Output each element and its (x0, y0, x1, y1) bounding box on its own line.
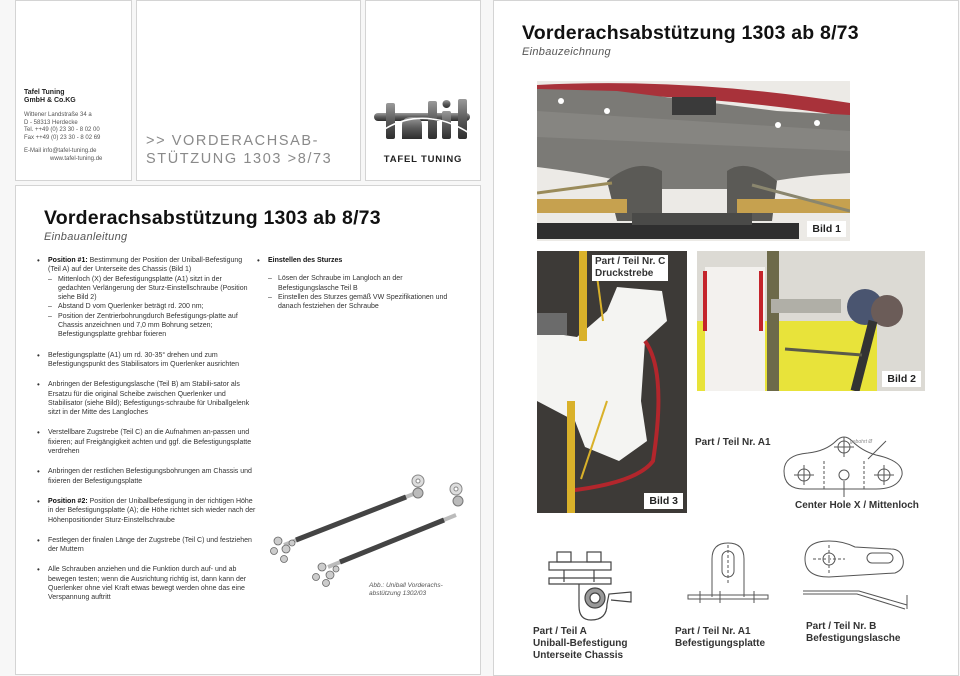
email-address[interactable]: E-Mail info@tafel-tuning.de (24, 148, 97, 155)
logo-panel (365, 0, 481, 181)
chassis-photo (537, 81, 850, 241)
instruction-item (34, 565, 256, 602)
instruction-text: Verstellbare Zugstrebe (Teil C) an die Aufnahmen an-passen und fixieren; auf Freigängigkeit achten und ggf. die Befestigungsplatte verdrehen (48, 429, 252, 456)
part-a-line-2: Uniball-Befestigung (533, 638, 628, 649)
part-a1-line-1: Part / Teil Nr. A1 (675, 626, 751, 637)
instruction-text: Bestimmung der Position der Uniball-Befestigung (Teil A) auf der Unterseite des Chassis (Bild 1) (48, 257, 243, 274)
instruction-item (34, 351, 256, 370)
fax-number: Fax ++49 (0) 23 30 - 8 02 69 (24, 134, 101, 141)
part-a-label (533, 626, 627, 662)
bild-2-label: Bild 2 (882, 371, 921, 387)
address-city: D - 58313 Herdecke (24, 119, 78, 126)
mounting-plate-side-drawing (684, 541, 774, 611)
instruction-text: Position der Uniballbefestigung in der richtigen Höhe in der Befestigungsplatte (A); die Höhe richtet sich wieder nach der Höhenpositionder Sturz-Einstellschraube (48, 497, 256, 524)
instruction-text: Festlegen der finalen Länge der Zugstrebe (Teil C) und festziehen der Muttern (48, 536, 252, 554)
strut-install-photo (537, 251, 687, 513)
photo-caption-line-2: abstützung 1302/03 (369, 590, 427, 597)
instructions-page (15, 185, 481, 675)
address-street: Wittener Landstraße 34 a (24, 112, 92, 118)
instructions-title: Vorderachsabstützung 1303 ab 8/73 (44, 207, 381, 229)
banner-title (146, 132, 332, 168)
part-b-label (806, 621, 900, 645)
photo-caption (369, 582, 443, 598)
instruction-subitem: – Abstand D vom Querlenker beträgt rd. 200 nm; (48, 302, 256, 311)
instruction-item (34, 428, 256, 456)
instruction-text: Anbringen der restlichen Befestigungsbohrungen am Chassis und fixieren der Befestigungsplatte (48, 468, 252, 485)
dimension-note: gebohrt Ø (850, 439, 873, 445)
camber-subitem: – Einstellen des Sturzes gemäß VW Spezifikationen und danach festziehen der Schraube (268, 293, 464, 312)
contact-panel (15, 0, 132, 181)
company-name (24, 89, 102, 105)
part-a1-top-label: Part / Teil Nr. A1 (695, 437, 771, 448)
part-a-line-3: Unterseite Chassis (533, 650, 624, 661)
phone-number: Tel. ++49 (0) 23 30 - 8 02 00 (24, 127, 100, 134)
banner-line-1: >> VORDERACHSAB- (146, 133, 320, 149)
website-link[interactable]: www.tafel-tuning.de (50, 155, 103, 162)
mounting-plate-drawing (764, 431, 934, 501)
instruction-text: Befestigungsplatte (A1) um rd. 30-35° drehen und zum Befestigungspunkt des Stabilisators im Querlenker ausrichten (48, 351, 240, 368)
instruction-lead: Position #2: (48, 497, 88, 505)
instruction-item (34, 536, 256, 555)
logo-caption: TAFEL TUNING (383, 154, 463, 165)
company-line-1: Tafel Tuning (24, 89, 65, 96)
banner-panel (136, 0, 361, 181)
drawing-page (493, 0, 959, 676)
bild-1-photo (537, 81, 850, 241)
drawing-title: Vorderachsabstützung 1303 ab 8/73 (522, 22, 859, 44)
bild-1-label: Bild 1 (807, 221, 846, 237)
camber-section (254, 256, 464, 311)
instruction-subitem: – Position der Zentrierbohrungdurch Befestigungs-platte auf Chassis anzeichnen und 7,0 mm Bohrung setzen; Befestigungsplatte grehbar fixieren (48, 312, 256, 340)
uniball-mount-drawing (539, 538, 659, 628)
instruction-subitem: – Mittenloch (X) der Befestigungsplatte (A1) sitzt in der gedachten Verlängerung der Sturz-Einstellschraube (Position siehe Bild 2) (48, 275, 256, 303)
part-b-line-1: Part / Teil Nr. B (806, 621, 877, 632)
banner-line-2: STÜTZUNG 1303 >8/73 (146, 151, 333, 167)
part-c-line-1: Part / Teil Nr. C (595, 256, 666, 267)
bild-2-photo (697, 251, 925, 391)
company-line-2: GmbH & Co.KG (24, 97, 76, 104)
drawing-subtitle: Einbauzeichnung (522, 46, 611, 58)
tafel-logo-icon (372, 95, 476, 143)
photo-caption-line-1: Abb.: Uniball Vorderachs- (369, 582, 443, 589)
camber-adjuster-photo (697, 251, 925, 391)
part-c-label (592, 255, 668, 281)
bild-3-photo (537, 251, 687, 513)
camber-subitem: – Lösen der Schraube im Langloch an der Befestigungslasche Teil B (268, 274, 464, 293)
instruction-item (34, 380, 256, 417)
bild-3-label: Bild 3 (644, 493, 683, 509)
instruction-text: Alle Schrauben anziehen und die Funktion durch auf- und ab bewegen testen; wenn die Ausrichtung richtig ist, dann kann der Querlenker ohne viel Kraft etwas bewegt werden ohne das eine Verspannung auftritt (48, 566, 247, 602)
instructions-right-column (254, 256, 464, 322)
instruction-item (34, 256, 256, 340)
part-c-line-2: Druckstrebe (595, 268, 654, 279)
mounting-bracket-drawing (799, 539, 914, 611)
part-a1-bottom-label (675, 626, 765, 650)
part-a1-line-2: Befestigungsplatte (675, 638, 766, 649)
part-a-line-1: Part / Teil A (533, 626, 587, 637)
strut-rods-photo (256, 471, 476, 601)
instruction-text: Anbringen der Befestigungslasche (Teil B) am Stabili-sator als Ersatzu für die original Scheibe zwischen Querlenker und Stabilisator (siehe Bild); Befestigungs-schraube für Uniballgelenk sitzt in der Mitte des Langloches (48, 381, 250, 417)
contact-block (24, 89, 102, 164)
part-b-line-2: Befestigungslasche (806, 633, 901, 644)
instructions-left-column (34, 256, 256, 614)
instructions-subtitle: Einbauanleitung (44, 231, 128, 243)
instruction-lead: Position #1: (48, 257, 88, 264)
camber-heading: Einstellen des Sturzes (268, 257, 343, 264)
instruction-item (34, 467, 256, 486)
instruction-item (34, 497, 256, 525)
center-hole-label: Center Hole X / Mittenloch (795, 500, 919, 511)
